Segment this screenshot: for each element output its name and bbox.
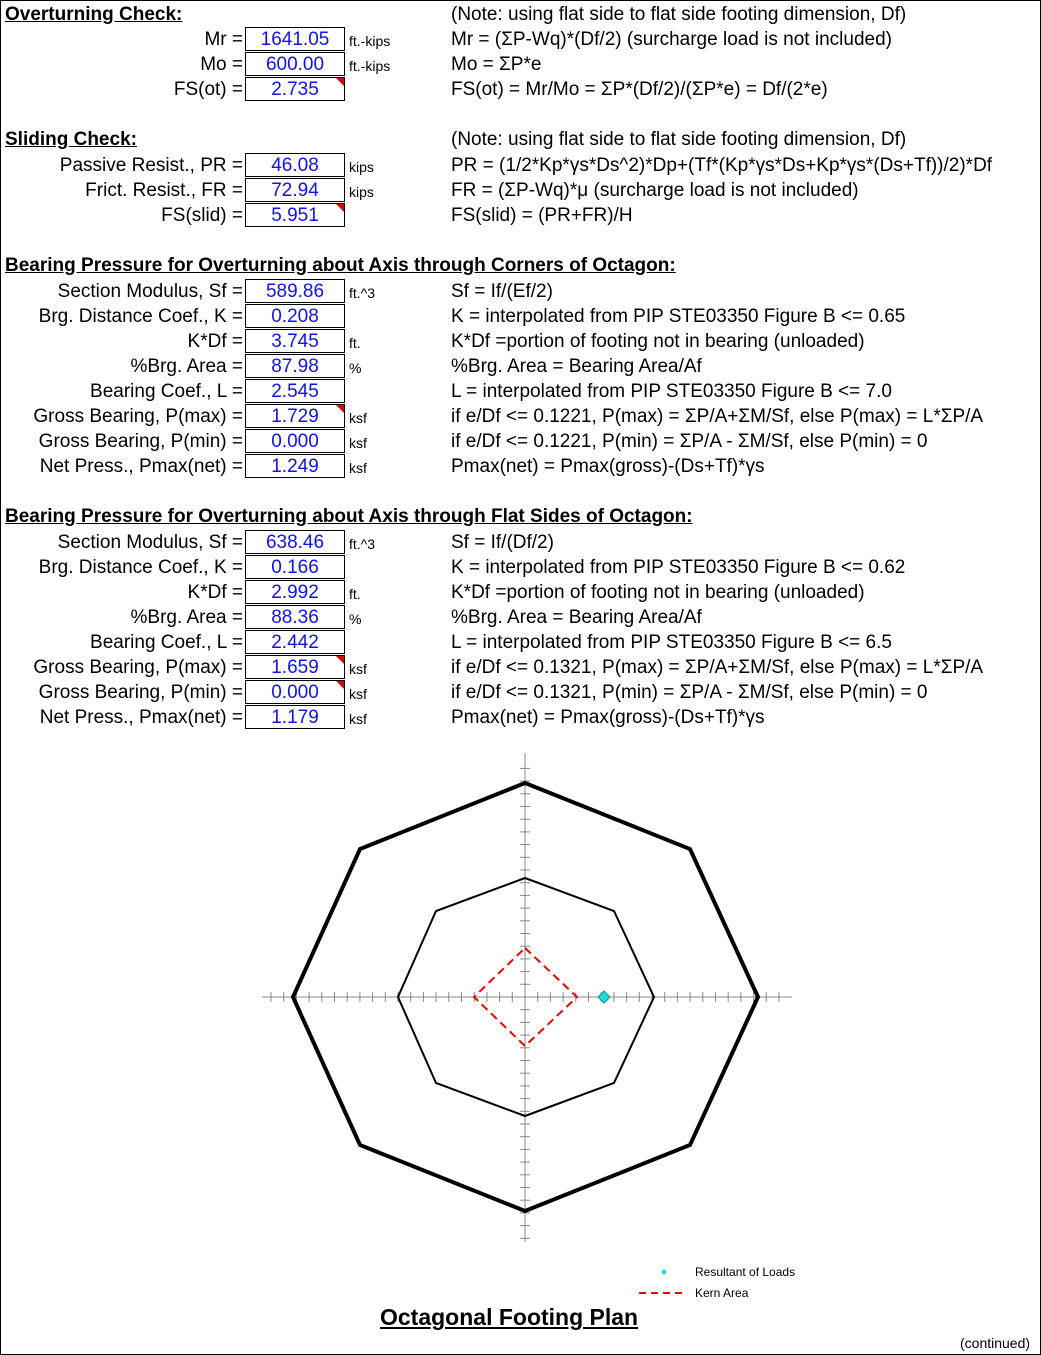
calc-label: Net Press., Pmax(net) = [39,707,243,728]
calc-unit: ft.^3 [349,285,376,301]
calc-label: K*Df = [187,582,243,603]
calc-label: Net Press., Pmax(net) = [39,456,243,477]
calc-value-cell[interactable]: 88.36 [245,605,345,629]
calc-formula: L = interpolated from PIP STE03350 Figure B <= 6.5 [451,632,892,653]
calc-value-cell[interactable]: 87.98 [245,354,345,378]
calc-value-cell[interactable]: 2.545 [245,379,345,403]
overturning-note: (Note: using flat side to flat side footing dimension, Df) [451,4,907,25]
calc-value: 1.729 [271,406,319,427]
legend-kern-label: Kern Area [695,1286,749,1300]
calc-label: Mo = [200,54,243,75]
calc-value-cell[interactable]: 1.179 [245,705,345,729]
calc-label: Passive Resist., PR = [59,155,243,176]
calc-value-cell[interactable]: 0.208 [245,304,345,328]
calc-label: Brg. Distance Coef., K = [38,557,243,578]
calc-unit: ft.-kips [349,58,391,74]
calc-label: Mr = [204,29,243,50]
calc-value-cell[interactable]: 0.166 [245,555,345,579]
calc-formula: Pmax(net) = Pmax(gross)-(Ds+Tf)*γs [451,707,765,728]
resultant-marker [598,991,610,1003]
calc-label: Brg. Distance Coef., K = [38,306,243,327]
calc-formula: FS(ot) = Mr/Mo = ΣP*(Df/2)/(ΣP*e) = Df/(2*e) [451,79,828,100]
calc-unit: kips [349,159,374,175]
calc-label: Bearing Coef., L = [90,632,243,653]
calc-value-cell[interactable]: 46.08 [245,153,345,177]
calc-value-cell[interactable]: 2.442 [245,630,345,654]
calc-formula: if e/Df <= 0.1321, P(min) = ΣP/A - ΣM/Sf, else P(min) = 0 [451,682,928,703]
calc-label: Gross Bearing, P(max) = [33,657,243,678]
calc-unit: ksf [349,686,367,702]
calc-formula: if e/Df <= 0.1321, P(max) = ΣP/A+ΣM/Sf, else P(max) = L*ΣP/A [451,657,984,678]
calc-formula: Mo = ΣP*e [451,54,542,75]
corners-title: Bearing Pressure for Overturning about Axis through Corners of Octagon: [5,255,676,276]
calc-value: 5.951 [271,205,319,226]
calc-unit: ft.-kips [349,33,391,49]
calc-formula: FR = (ΣP-Wq)*μ (surcharge load is not included) [451,180,859,201]
calc-value-cell[interactable]: 600.00 [245,52,345,76]
sliding-note: (Note: using flat side to flat side footing dimension, Df) [451,129,907,150]
calc-formula: if e/Df <= 0.1221, P(max) = ΣP/A+ΣM/Sf, else P(max) = L*ΣP/A [451,406,984,427]
calc-unit: ksf [349,711,367,727]
calc-value-cell[interactable]: 72.94 [245,178,345,202]
calc-formula: %Brg. Area = Bearing Area/Af [451,607,702,628]
legend-resultant-label: Resultant of Loads [695,1265,796,1279]
calc-formula: Mr = (ΣP-Wq)*(Df/2) (surcharge load is not included) [451,29,892,50]
calc-formula: K = interpolated from PIP STE03350 Figure B <= 0.65 [451,306,906,327]
calc-unit: ksf [349,661,367,677]
calc-value-cell[interactable]: 1641.05 [245,27,345,51]
flats-title: Bearing Pressure for Overturning about Axis through Flat Sides of Octagon: [5,506,693,527]
calc-value-cell[interactable]: 589.86 [245,279,345,303]
calc-label: Gross Bearing, P(min) = [38,682,243,703]
axis-lines [262,753,792,1242]
calc-label: Section Modulus, Sf = [57,532,243,553]
calc-formula: L = interpolated from PIP STE03350 Figure B <= 7.0 [451,381,892,402]
calc-unit: kips [349,184,374,200]
calc-formula: if e/Df <= 0.1221, P(min) = ΣP/A - ΣM/Sf, else P(min) = 0 [451,431,928,452]
calc-label: Section Modulus, Sf = [57,281,243,302]
calc-unit: ksf [349,435,367,451]
calc-label: K*Df = [187,331,243,352]
calc-label: FS(slid) = [161,205,243,226]
calc-value-cell[interactable]: 2.992 [245,580,345,604]
calc-value-cell[interactable]: 1.249 [245,454,345,478]
calc-value-cell[interactable]: 638.46 [245,530,345,554]
calc-label: Frict. Resist., FR = [85,180,243,201]
calc-value: 1.659 [271,657,319,678]
calc-formula: K = interpolated from PIP STE03350 Figure B <= 0.62 [451,557,906,578]
calc-label: FS(ot) = [173,79,243,100]
calc-value: 2.735 [271,79,319,100]
calc-formula: Sf = If/(Df/2) [451,532,554,553]
calc-label: %Brg. Area = [130,607,243,628]
calc-formula: FS(slid) = (PR+FR)/H [451,205,633,226]
overturning-title: Overturning Check: [5,4,183,25]
calc-unit: ksf [349,460,367,476]
calc-unit: ksf [349,410,367,426]
calc-label: Bearing Coef., L = [90,381,243,402]
calc-formula: K*Df =portion of footing not in bearing (unloaded) [451,582,865,603]
legend-resultant-icon [661,1269,667,1275]
calc-formula: Sf = If/(Ef/2) [451,281,553,302]
calc-value-cell[interactable]: 3.745 [245,329,345,353]
calc-unit: % [349,360,362,376]
continued-note: (continued) [960,1335,1031,1351]
calc-formula: %Brg. Area = Bearing Area/Af [451,356,702,377]
calc-label: Gross Bearing, P(max) = [33,406,243,427]
plot-title: Octagonal Footing Plan [380,1304,639,1330]
calc-unit: ft.^3 [349,536,376,552]
calc-formula: Pmax(net) = Pmax(gross)-(Ds+Tf)*γs [451,456,765,477]
calc-value-cell[interactable]: 0.000 [245,429,345,453]
calc-value: 0.000 [271,682,319,703]
legend [639,1269,686,1293]
calc-formula: PR = (1/2*Kp*γs*Ds^2)*Dp+(Tf*(Kp*γs*Ds+Kp*γs*(Ds+Tf))/2)*Df [451,155,993,176]
calc-unit: ft. [349,335,361,351]
calc-formula: K*Df =portion of footing not in bearing (unloaded) [451,331,865,352]
calc-unit: ft. [349,586,361,602]
calc-label: Gross Bearing, P(min) = [38,431,243,452]
sliding-title: Sliding Check: [5,129,137,150]
calc-unit: % [349,611,362,627]
calc-label: %Brg. Area = [130,356,243,377]
